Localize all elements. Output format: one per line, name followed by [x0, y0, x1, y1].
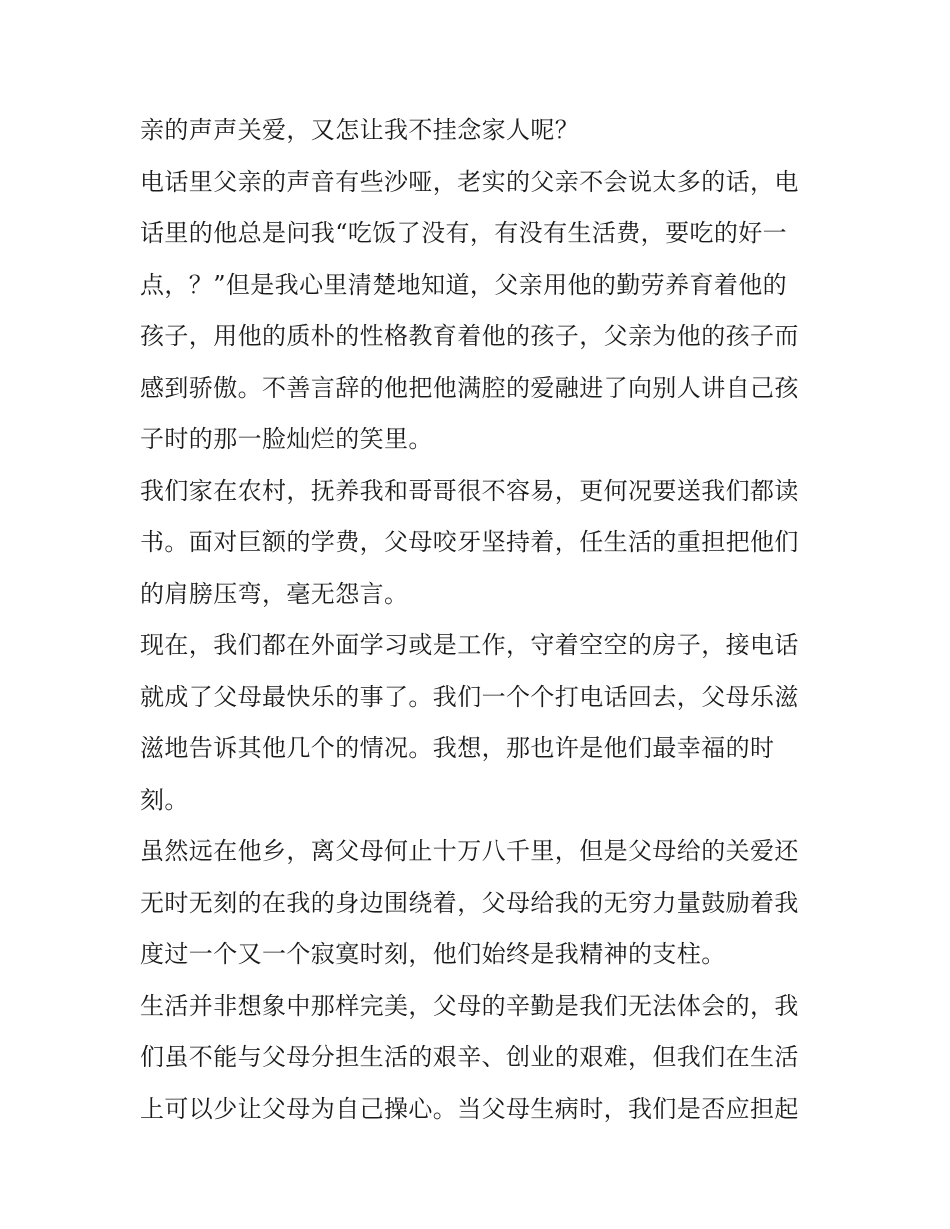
text-line: 感到骄傲。不善言辞的他把他满腔的爱融进了向别人讲自己孩 [140, 373, 799, 402]
text-line: 上可以少让父母为自己操心。当父母生病时，我们是否应担起 [140, 1094, 799, 1123]
text-line: 度过一个又一个寂寞时刻，他们始终是我精神的支柱。 [140, 940, 726, 968]
text-line: 点，？”但是我心里清楚地知道，父亲用他的勤劳养育着他的 [140, 270, 788, 299]
text-line: 就成了父母最快乐的事了。我们一个个打电话回去，父母乐滋 [140, 682, 799, 711]
text-line: 孩子，用他的质朴的性格教育着他的孩子，父亲为他的孩子而 [140, 322, 799, 350]
text-line: 的肩膀压弯，毫无怨言。 [140, 579, 409, 608]
text-line: 电话里父亲的声音有些沙哑，老实的父亲不会说太多的话，电 [140, 167, 799, 196]
text-line: 虽然远在他乡，离父母何止十万八千里，但是父母给的关爱还 [140, 837, 799, 865]
text-line: 话里的他总是问我“吃饭了没有，有没有生活费，要吃的好一 [140, 219, 788, 247]
text-line: 子时的那一脸灿烂的笑里。 [140, 425, 433, 453]
text-line: 们虽不能与父母分担生活的艰辛、创业的艰难，但我们在生活 [140, 1043, 799, 1071]
text-line: 无时无刻的在我的身边围绕着，父母给我的无穷力量鼓励着我 [140, 888, 799, 917]
text-line: 书。面对巨额的学费，父母咬牙坚持着，任生活的重担把他们 [140, 528, 799, 556]
text-line: 滋地告诉其他几个的情况。我想，那也许是他们最幸福的时 [140, 734, 775, 762]
text-line: 生活并非想象中那样完美，父母的辛勤是我们无法体会的，我 [140, 991, 799, 1020]
text-line: 亲的声声关爱，又怎让我不挂念家人呢？ [140, 116, 580, 144]
text-line: 我们家在农村，抚养我和哥哥很不容易，更何况要送我们都读 [140, 476, 799, 505]
text-line: 刻。 [140, 785, 189, 814]
text-line: 现在，我们都在外面学习或是工作，守着空空的房子，接电话 [140, 631, 799, 659]
document-body [140, 105, 820, 1135]
